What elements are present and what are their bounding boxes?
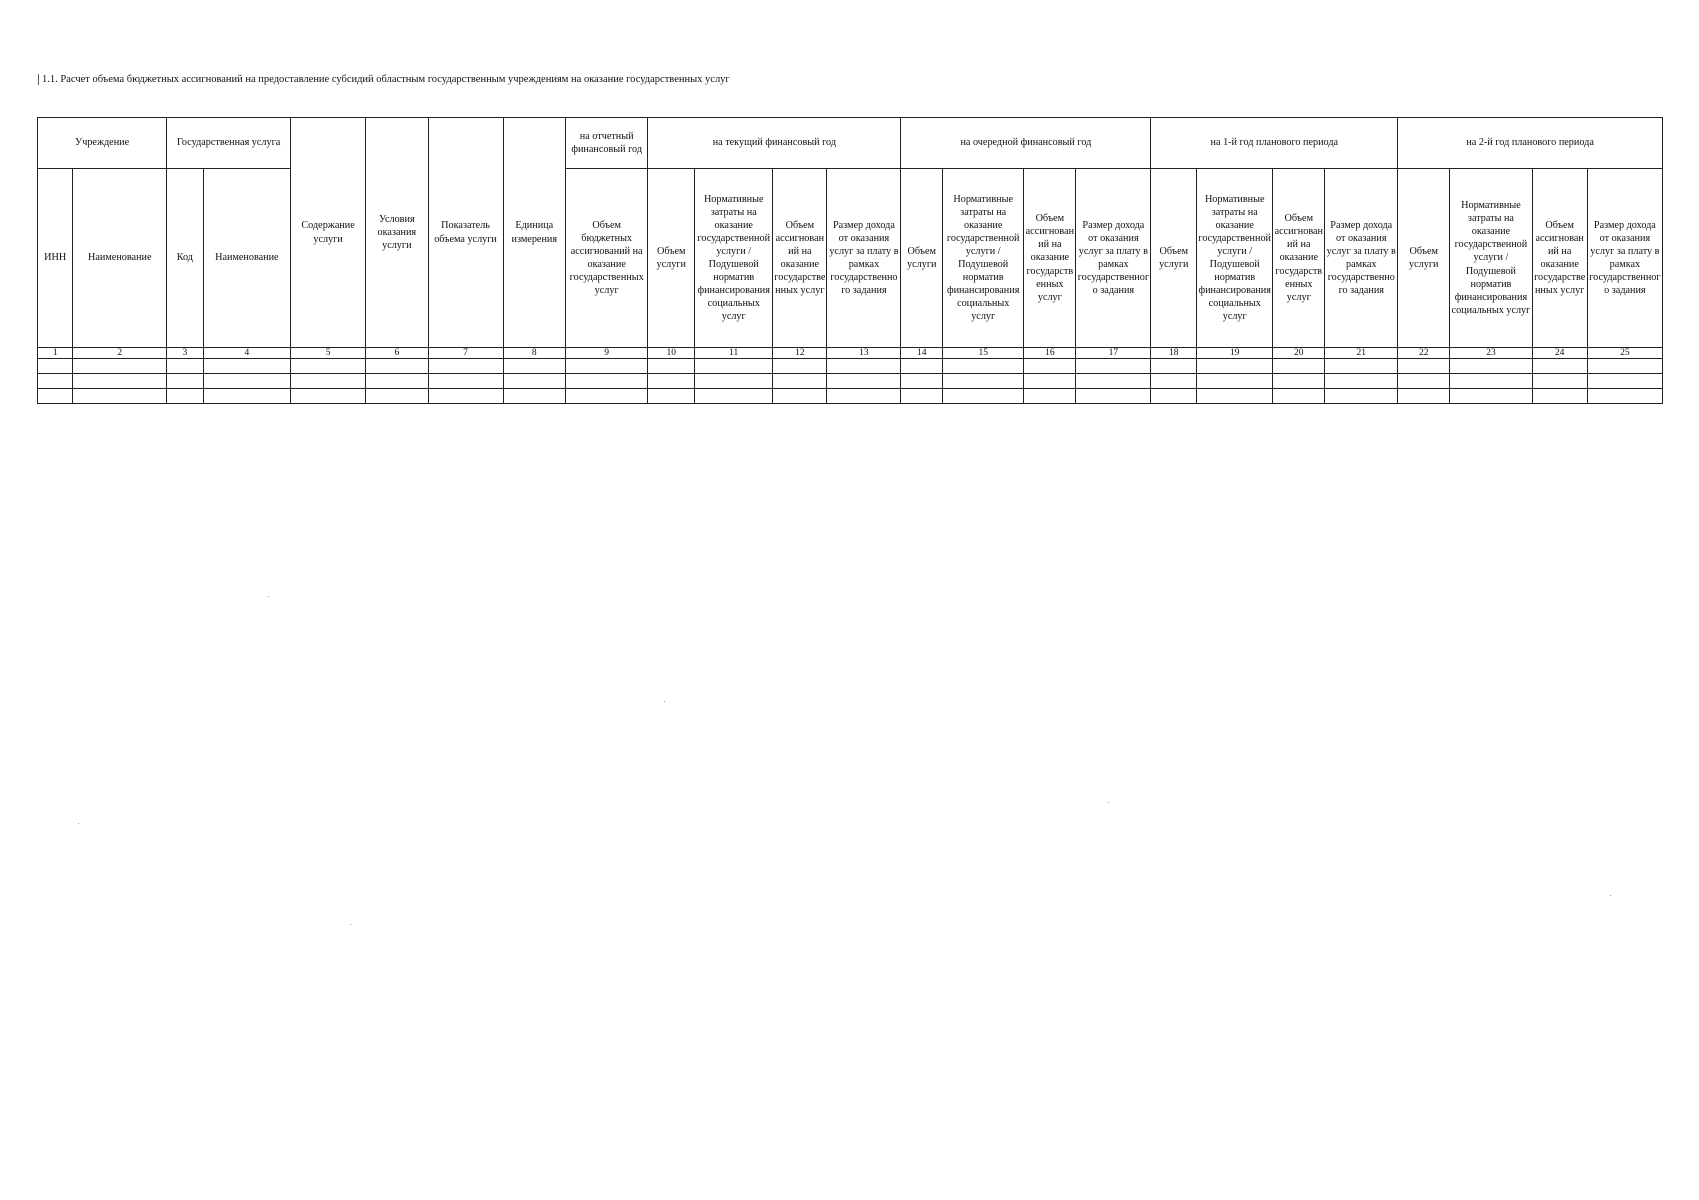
table-cell[interactable] [167,374,203,389]
column-number: 8 [503,348,565,359]
table-cell[interactable] [1273,374,1325,389]
group-header-current-year: на текущий финансовый год [648,118,901,169]
table-cell[interactable] [1024,389,1076,404]
table-cell[interactable] [1587,359,1662,374]
table-cell[interactable] [648,374,695,389]
group-header-service: Государственная услуга [167,118,291,169]
table-cell[interactable] [773,374,827,389]
table-cell[interactable] [566,359,648,374]
table-cell[interactable] [1532,389,1587,404]
table-cell[interactable] [1450,374,1532,389]
header-row-groups [38,118,1663,169]
table-cell[interactable] [1587,389,1662,404]
table-cell[interactable] [1450,389,1532,404]
table-cell[interactable] [773,389,827,404]
col-header-plan2-norm: Нормативные затраты на оказание государственной услуги / Подушевой норматив финансирования социальных услуг [1450,169,1532,348]
column-number: 6 [366,348,428,359]
column-number: 5 [291,348,366,359]
table-cell[interactable] [1151,389,1197,404]
column-number: 10 [648,348,695,359]
col-header-unit: Единица измерения [503,118,565,348]
table-cell[interactable] [943,359,1024,374]
table-cell[interactable] [566,389,648,404]
group-header-reporting-year: на отчетный финансовый год [566,118,648,169]
table-cell[interactable] [1151,359,1197,374]
col-header-plan2-volume: Объем услуги [1398,169,1450,348]
column-number: 4 [203,348,291,359]
table-cell[interactable] [428,389,503,404]
column-number: 7 [428,348,503,359]
table-cell[interactable] [1398,359,1450,374]
table-cell[interactable] [428,374,503,389]
table-cell[interactable] [1076,374,1151,389]
table-cell[interactable] [366,389,428,404]
page-title: 1.1. Расчет объема бюджетных ассигнований на предоставление субсидий областным государственным учреждениям на оказание государственных услуг [38,74,730,85]
col-header-content: Содержание услуги [291,118,366,348]
column-number: 16 [1024,348,1076,359]
table-cell[interactable] [901,389,943,404]
column-number: 11 [695,348,773,359]
table-cell[interactable] [1024,374,1076,389]
table-cell[interactable] [648,389,695,404]
col-header-plan1-income: Размер дохода от оказания услуг за плату в рамках государственного задания [1325,169,1398,348]
table-cell[interactable] [1273,359,1325,374]
table-cell[interactable] [648,359,695,374]
table-cell[interactable] [1587,374,1662,389]
table-cell[interactable] [503,389,565,404]
col-header-conditions: Условия оказания услуги [366,118,428,348]
column-number: 18 [1151,348,1197,359]
table-cell[interactable] [291,374,366,389]
col-header-plan1-alloc: Объем ассигнований на оказание государственных услуг [1273,169,1325,348]
col-header-service-name: Наименование [203,169,291,348]
table-cell[interactable] [1151,374,1197,389]
table-cell[interactable] [38,359,73,374]
table-cell[interactable] [503,374,565,389]
column-number: 20 [1273,348,1325,359]
table-cell[interactable] [1325,359,1398,374]
table-row [38,359,1663,374]
col-header-current-income: Размер дохода от оказания услуг за плату в рамках государственного задания [827,169,901,348]
col-header-next-income: Размер дохода от оказания услуг за плату в рамках государственного задания [1076,169,1151,348]
table-cell[interactable] [73,374,167,389]
column-number: 19 [1197,348,1273,359]
table-cell[interactable] [695,359,773,374]
column-number: 15 [943,348,1024,359]
col-header-next-volume: Объем услуги [901,169,943,348]
table-cell[interactable] [827,389,901,404]
table-cell[interactable] [1076,389,1151,404]
column-number: 2 [73,348,167,359]
col-header-next-alloc: Объем ассигнований на оказание государственных услуг [1024,169,1076,348]
column-number: 22 [1398,348,1450,359]
col-header-institution-name: Наименование [73,169,167,348]
column-number-row [38,348,1663,359]
table-cell[interactable] [827,359,901,374]
table-cell[interactable] [73,359,167,374]
header-row-columns [38,169,1663,348]
table-cell[interactable] [827,374,901,389]
column-number: 17 [1076,348,1151,359]
col-header-inn: ИНН [38,169,73,348]
col-header-plan1-volume: Объем услуги [1151,169,1197,348]
table-cell[interactable] [1450,359,1532,374]
table-cell[interactable] [203,359,291,374]
column-number: 23 [1450,348,1532,359]
table-cell[interactable] [1076,359,1151,374]
table-cell[interactable] [366,374,428,389]
table-cell[interactable] [167,389,203,404]
budget-calculation-table [37,117,1663,404]
table-cell[interactable] [1325,389,1398,404]
table-cell[interactable] [1398,389,1450,404]
col-header-current-alloc: Объем ассигнований на оказание государственных услуг [773,169,827,348]
table-cell[interactable] [428,359,503,374]
col-header-plan2-alloc: Объем ассигнований на оказание государственных услуг [1532,169,1587,348]
table-cell[interactable] [1273,389,1325,404]
table-row [38,389,1663,404]
table-cell[interactable] [943,374,1024,389]
table-cell[interactable] [38,374,73,389]
table-cell[interactable] [1532,359,1587,374]
group-header-institution: Учреждение [38,118,167,169]
table-cell[interactable] [1197,374,1273,389]
table-cell[interactable] [1197,359,1273,374]
group-header-plan-year-1: на 1-й год планового периода [1151,118,1398,169]
col-header-code: Код [167,169,203,348]
col-header-next-norm: Нормативные затраты на оказание государственной услуги / Подушевой норматив финансирования социальных услуг [943,169,1024,348]
column-number: 13 [827,348,901,359]
table-cell[interactable] [1024,359,1076,374]
table-cell[interactable] [901,374,943,389]
table-cell[interactable] [503,359,565,374]
table-cell[interactable] [695,374,773,389]
table-cell[interactable] [203,389,291,404]
table-cell[interactable] [73,389,167,404]
column-number: 9 [566,348,648,359]
table-cell[interactable] [366,359,428,374]
table-cell[interactable] [1532,374,1587,389]
group-header-plan-year-2: на 2-й год планового периода [1398,118,1663,169]
table-cell[interactable] [167,359,203,374]
table-cell[interactable] [38,389,73,404]
table-row [38,374,1663,389]
col-header-current-norm: Нормативные затраты на оказание государственной услуги / Подушевой норматив финансирования социальных услуг [695,169,773,348]
table-cell[interactable] [291,389,366,404]
table-cell[interactable] [695,389,773,404]
col-header-current-volume: Объем услуги [648,169,695,348]
table-cell[interactable] [1398,374,1450,389]
table-cell[interactable] [901,359,943,374]
column-number: 24 [1532,348,1587,359]
column-number: 25 [1587,348,1662,359]
col-header-plan1-norm: Нормативные затраты на оказание государственной услуги / Подушевой норматив финансирования социальных услуг [1197,169,1273,348]
table-cell[interactable] [773,359,827,374]
column-number: 3 [167,348,203,359]
table-cell[interactable] [203,374,291,389]
table-cell[interactable] [566,374,648,389]
col-header-plan2-income: Размер дохода от оказания услуг за плату в рамках государственного задания [1587,169,1662,348]
column-number: 1 [38,348,73,359]
col-header-reporting-volume: Объем бюджетных ассигнований на оказание государственных услуг [566,169,648,348]
column-number: 14 [901,348,943,359]
col-header-indicator: Показатель объема услуги [428,118,503,348]
group-header-next-year: на очередной финансовый год [901,118,1151,169]
table-cell[interactable] [291,359,366,374]
table-cell[interactable] [943,389,1024,404]
table-cell[interactable] [1325,374,1398,389]
table-cell[interactable] [1197,389,1273,404]
column-number: 21 [1325,348,1398,359]
column-number: 12 [773,348,827,359]
